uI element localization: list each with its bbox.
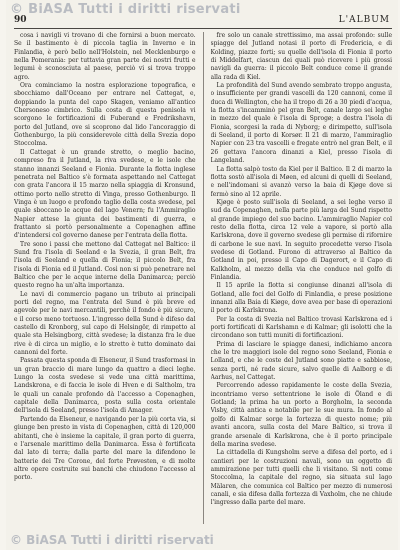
paragraph: Ora cominciamo la nostra esplorazione topografica, e sbocchiamo dall'Oceano per entrare nel Cattegat, e, doppiando la punta del capo Skagen, veniamo all'antico Chersoneso cimbrico. Sulla costa di questa penisola vi scorgono le fortificazioni di Fuberand e Fredrikshavn, porto del Jutland, ove si scoprono dal lido l'ancoraggio di Gothenburgo, la più considerevole città della Svezia dopo Stoccolma. [14, 82, 196, 148]
page-header [14, 15, 392, 29]
page-number: 90 [14, 15, 27, 25]
paragraph: Tre sono i passi che mettono dal Cattegat nel Baltico: il Sund fra l'isola di Seeland e la Svezia, il gran Belt, fra l'isola di Seeland e quella di Fionia; il piccolo Belt, fra l'isola di Fionia ed il Jutland. Così non si può penetrare nel Baltico che per le acque interne della Danimarca; perciò questo regno ha un'alta importanza. [14, 240, 196, 290]
watermark-bottom: © BiASA Tutti i diritti riservati [10, 533, 214, 547]
paragraph: La profondità del Sund avendo sembrato troppo angusta, o insufficiente per grandi vascelli da 120 cannoni, come il duca di Wellington, che ha il tropo di 26 a 30 piedi d'acqua, la flotta s'incamminò pel gran Belt, canale largo sei leghe in mezzo del quale è l'isola di Sprogø; a destra l'isola di Fionia, scorgesi la rada di Nyborg; e dirimpetto, sull'isola di Seeland, il porto di Korsør. Il 21 di marzo, l'ammiraglio Napier con 23 tra vascelli e fregate entrò nel gran Belt, e il 26 gettava l'ancora dinanzi a Kiel, presso l'isola di Langeland. [210, 82, 392, 165]
paragraph: La flotta salpò tosto da Kiel per il Baltico. Il 2 di marzo la flotta sostò all'isola di Møen, ed alcuni di quelli di Seeland, e nell'indomani si avanzò verso la baia di Kjøge dove si fermò sino al 12 aprile. [210, 165, 392, 198]
paragraph: Per la costa di Svezia nel Baltico trovasi Karlskrona ed i porti fortificati di Karlshamn e di Kalmar; gli isolotti che la circondano son tutti muniti di fortificazioni. [210, 315, 392, 340]
paragraph: Il Cattegat è un grande stretto, o meglio bacino, compreso fra il Jutland, la riva svedese, e le isole che stanno innanzi Seeland e Fionia. Durante la flotta inglese penetrata nel Baltico s'è formata aspettando nel Cattegat con grata l'ancora il 15 marzo nella spiaggia di Kronsund, ottimo porto nello stretto di Vinga, presso Gothenburgo. Il Vinga è un luogo e profondo taglio della costa svedese, pel quale sboccano le acque del lago Venern; fu l'Ammiraglio Napier attese la giunta dei bastimenti di guerra, e frattanto si portò personalmente a Copenaghen affine d'intendersi col governo danese per l'entrata della flotta. [14, 148, 196, 240]
paragraph: Il 15 aprile la flotta si congiunse dinanzi all'isola di Gotland, alle foci del Golfo di Finlandia, e prese posizione innanzi alla Baia di Kiøge, dove avea per base di operazioni il porto di Karlskrona. [210, 282, 392, 315]
paragraph: Partendo da Elseneur, e navigando per la più corta via, si giunge ben presto in vista di Copenaghen, città di 120,000 abitanti, che è insieme la capitale, il gran porto di guerra, e l'arsenale marittimo della Danimarca. Essa è fortificata dal lato di terra; dalla parte del mare la difendono le batterie dei Tre Corone, del forte Prøvesten, e di molte altre opere costruite sui banchi che chiudono l'accesso al porto. [14, 415, 196, 482]
paragraph: Le navi di commercio pagano un tributo ai principali porti del regno, ma l'entrata del Sund è più breve ed agevole per le navi mercantili, perchè il fondo è più sicuro, e il corso meno tortuoso. L'ingresso della Sund è difeso dal castello di Kronborg, sul capo di Helsingör, di rimpetto al quale sta Helsingborg, città svedese; la distanza fra le due rive è di circa un miglio, e lo stretto è tutto dominato dai cannoni del forte. [14, 290, 196, 357]
paragraph: cosa i navigli vi trovano di che fornirsi a buon mercato. Se il bastimento è di piccola taglia in Inverno e in Finlandia, è però bello nell'Holstein, nel Mecklenburgo e nella Pomerania: per tuttavia gran parte dei nostri frutti e legumi è sconosciuta al paese, perciò vi si trova troppo agro. [14, 32, 196, 81]
text-columns [14, 32, 392, 524]
watermark-top: © BiASA Tutti i diritti riservati [10, 2, 241, 17]
paragraph: La cittadella di Kungsholm serve a difesa del porto, ed i cantieri per le costruzioni navali, sono un oggetto di ammirazione per tutti quelli che li visitano. Si noti come Stoccolma, la capitale del regno, sia situata sul lago Mälaren, che comunica col Baltico per mezzo di numerosi canali, e sia difesa dalla fortezza di Vaxholm, che ne chiude l'ingresso dalla parte del mare. [210, 449, 392, 507]
text-column-left [14, 32, 196, 524]
running-title: L'ALBUM [338, 15, 390, 25]
paragraph: Percorrendo adesso rapidamente le coste della Svezia, incontriamo verso settentrione le isole di Öland e di Gotland; la prima ha un porto a Borgholm, la seconda Visby, città antica e notabile per le sue mura. In fondo al golfo di Kalmar sorge la fortezza di questo nome; più avanti ancora, sulla costa del Mare Baltico, si trova il grande arsenale di Karlskrona, che è il porto principale della marina svedese. [210, 382, 392, 448]
column-divider [203, 32, 204, 524]
paragraph: fre solo un canale strettissimo, ma assai profondo: sulle spiagge del Jutland notasi il porto di Fredericia, e di Kolding, piazze forti; su quelle dell'isola di Fionia il porto di Middelfart, ciascun dei quali può ricevere i più grossi navigli da guerra: il piccolo Belt conduce come il grande alla rada di Kiel. [210, 32, 392, 81]
paragraph: Passata questa sponda di Elseneur, il Sund trasformasi in un gran braccio di mare lungo da quattro a dieci leghe. Lungo la costa svedese si vede una città marittima, Landskrona, e di faccia le isole di Hven e di Saltholm, tra le quali un canale profondo dà l'accesso a Copenaghen, capitale della Danimarca, posta sulla costa orientale dell'isola di Seeland, presso l'isola di Amager. [14, 357, 196, 415]
paragraph: Prima di lasciare le spiagge danesi, indichiamo ancora che le tre maggiori isole del regno sono Seeland, Fionia e Lolland, e che le coste del Jutland sono piatte e sabbiose, senza porti, né rade sicure, salvo quelle di Aalborg e di Aarhus, nel Cattegat. [210, 340, 392, 382]
text-column-right [211, 32, 393, 524]
document-page [6, 0, 398, 550]
paragraph: Kjøge è posto sull'isola di Seeland, a sei leghe verso il sud da Copenaghen, nella parte più larga del Sund rispetto al grande impiego del suo bacino. L'ammiraglio Napier col resto della flotta, circa 12 vele a vapore, si portò alla Karlskrona, dove il governo svedese gli permise di rifornire di carbone le sue navi. In seguito procedette verso l'isola svedese di Gotland. Furono di attraverso al Baltico da Gotland in poi, presso il Capo di Dagerort, e il Capo di Kalkholm, al mezzo della via che conduce nel golfo di Finlandia. [210, 198, 392, 281]
